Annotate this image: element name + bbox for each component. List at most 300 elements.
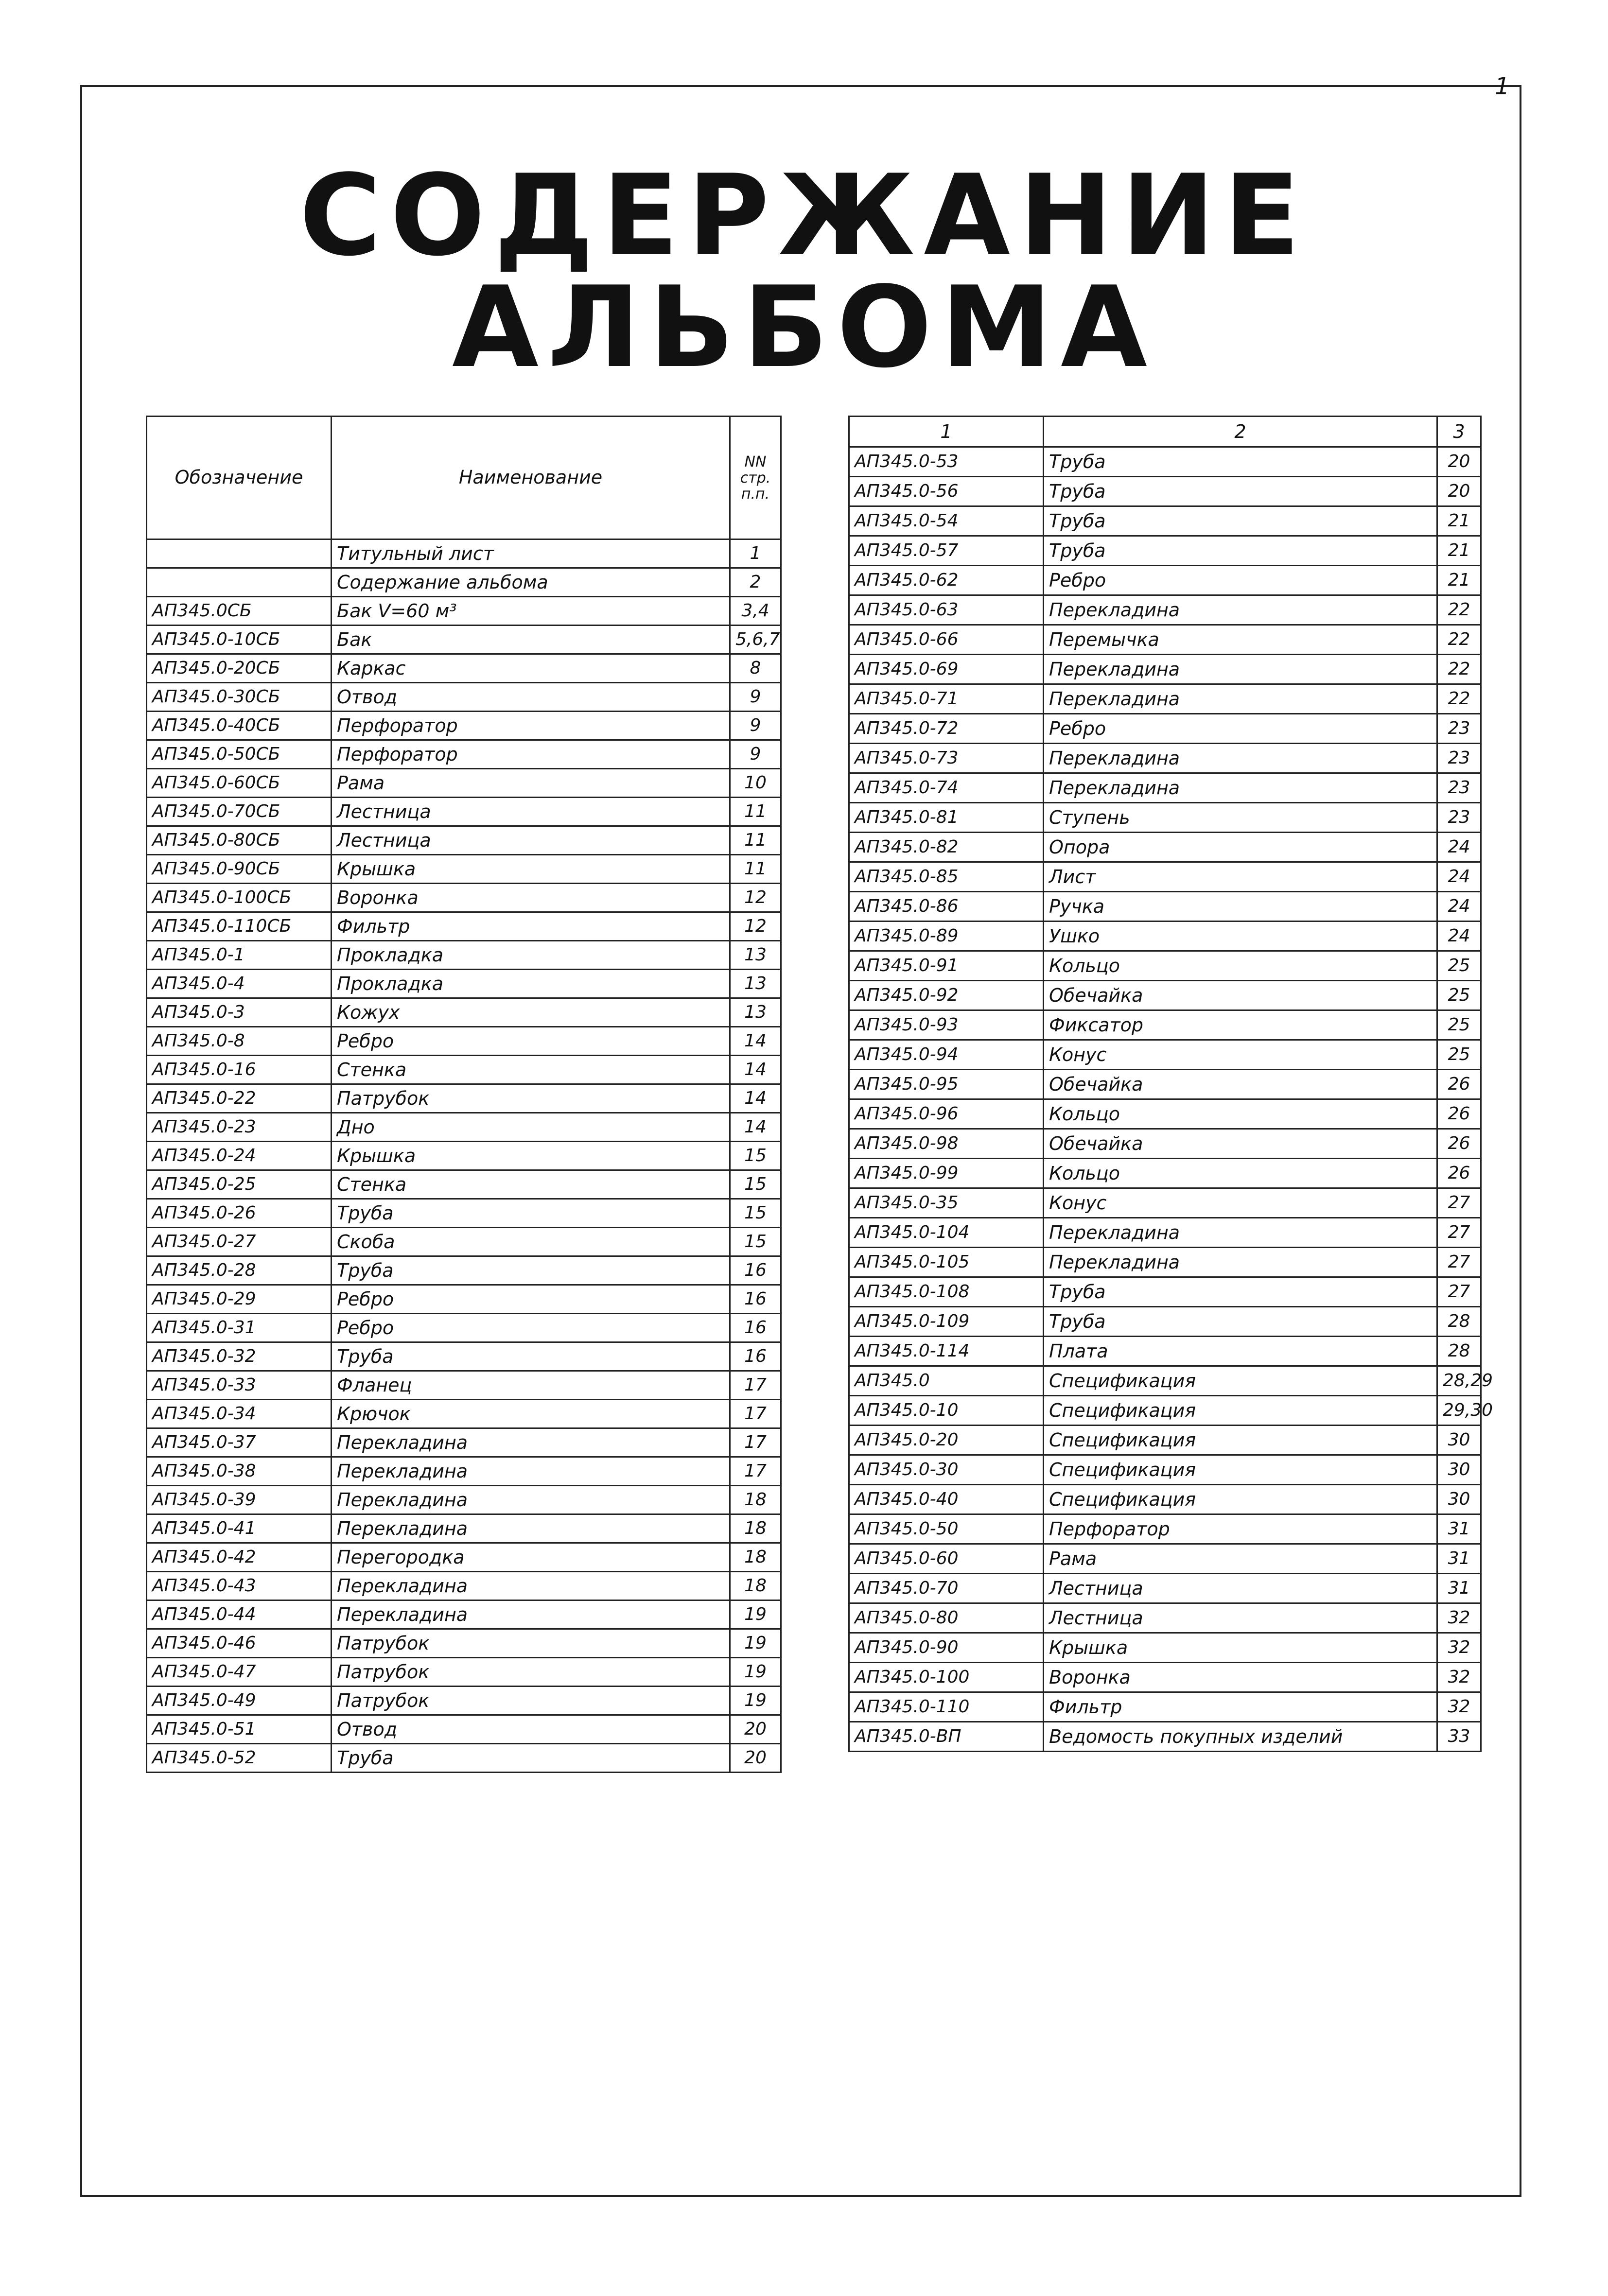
table-row (849, 1040, 1481, 1070)
row-designation: АП345.0-10СБ (147, 626, 332, 654)
row-page: 26 (1437, 1070, 1481, 1099)
row-page: 9 (730, 740, 781, 769)
row-name: Воронка (1044, 1663, 1437, 1692)
row-page: 11 (730, 798, 781, 826)
row-name: Воронка (332, 884, 730, 912)
row-page: 23 (1437, 773, 1481, 803)
row-designation: АП345.0-104 (849, 1218, 1044, 1248)
row-name: Патрубок (332, 1629, 730, 1658)
table-row (849, 803, 1481, 833)
row-name: Обечайка (1044, 1129, 1437, 1159)
table-row (147, 1371, 781, 1400)
row-page: 23 (1437, 803, 1481, 833)
table-header-row (147, 417, 781, 539)
page-title: СОДЕРЖАНИЕ АЛЬБОМА (299, 151, 1309, 393)
row-page: 13 (730, 998, 781, 1027)
row-designation: АП345.0-46 (147, 1629, 332, 1658)
table-row (849, 773, 1481, 803)
row-designation: АП345.0-26 (147, 1199, 332, 1228)
row-name: Перекладина (1044, 684, 1437, 714)
row-designation: АП345.0-74 (849, 773, 1044, 803)
row-page: 16 (730, 1342, 781, 1371)
row-designation: АП345.0-31 (147, 1314, 332, 1342)
row-page: 17 (730, 1428, 781, 1457)
table-row (849, 1574, 1481, 1603)
row-page: 17 (730, 1400, 781, 1428)
table-row (849, 833, 1481, 862)
row-name: Отвод (332, 1715, 730, 1744)
row-name: Перекладина (1044, 655, 1437, 684)
row-designation: АП345.0-20СБ (147, 654, 332, 683)
row-page: 27 (1437, 1218, 1481, 1248)
row-name: Лист (1044, 862, 1437, 892)
row-designation: АП345.0-23 (147, 1113, 332, 1142)
row-designation: АП345.0-50 (849, 1514, 1044, 1544)
table-row (849, 1218, 1481, 1248)
table-row (849, 477, 1481, 506)
table-row (147, 1285, 781, 1314)
table-row (849, 1099, 1481, 1129)
row-name: Крышка (332, 855, 730, 884)
row-page: 32 (1437, 1692, 1481, 1722)
table-row (147, 568, 781, 597)
row-designation: АП345.0-60 (849, 1544, 1044, 1574)
row-name: Ушко (1044, 922, 1437, 951)
row-designation: АП345.0-56 (849, 477, 1044, 506)
row-name: Обечайка (1044, 1070, 1437, 1099)
row-designation: АП345.0-89 (849, 922, 1044, 951)
row-page: 32 (1437, 1633, 1481, 1663)
row-page: 19 (730, 1658, 781, 1687)
row-name: Кожух (332, 998, 730, 1027)
row-name: Стенка (332, 1170, 730, 1199)
row-designation: АП345.0-54 (849, 506, 1044, 536)
contents-table-right (848, 416, 1493, 1752)
row-name: Перфоратор (332, 740, 730, 769)
row-page: 9 (730, 712, 781, 740)
row-designation: АП345.0-85 (849, 862, 1044, 892)
table-row (147, 1600, 781, 1629)
table-row (849, 1663, 1481, 1692)
table-row (147, 1142, 781, 1170)
sheet-number: 1 (1495, 73, 1510, 100)
row-designation: АП345.0-99 (849, 1159, 1044, 1188)
row-designation: АП345.0-53 (849, 447, 1044, 477)
row-designation: АП345.0-33 (147, 1371, 332, 1400)
row-designation: АП345.0-90СБ (147, 855, 332, 884)
row-page: 19 (730, 1687, 781, 1715)
row-page: 12 (730, 912, 781, 941)
row-name: Крышка (332, 1142, 730, 1170)
table-row (147, 539, 781, 568)
table-row (147, 1543, 781, 1572)
row-designation: АП345.0-51 (147, 1715, 332, 1744)
row-page: 16 (730, 1285, 781, 1314)
row-name: Перекладина (1044, 1248, 1437, 1277)
row-page: 9 (730, 683, 781, 712)
row-name: Ребро (1044, 566, 1437, 595)
row-page: 17 (730, 1371, 781, 1400)
table-row (849, 684, 1481, 714)
row-name: Кольцо (1044, 951, 1437, 981)
row-page: 21 (1437, 506, 1481, 536)
row-designation: АП345.0-105 (849, 1248, 1044, 1277)
row-name: Скоба (332, 1228, 730, 1256)
row-designation: АП345.0-80 (849, 1603, 1044, 1633)
row-page: 17 (730, 1457, 781, 1486)
row-page: 11 (730, 826, 781, 855)
row-designation: АП345.0-110СБ (147, 912, 332, 941)
row-name: Бак (332, 626, 730, 654)
table-row (849, 892, 1481, 922)
table-row (147, 1428, 781, 1457)
row-name: Труба (1044, 447, 1437, 477)
row-name: Спецификация (1044, 1455, 1437, 1485)
row-designation: АП345.0-81 (849, 803, 1044, 833)
row-page: 27 (1437, 1277, 1481, 1307)
row-designation: АП345.0-63 (849, 595, 1044, 625)
row-designation: АП345.0-4 (147, 970, 332, 998)
table-row (849, 1692, 1481, 1722)
table-row (849, 1514, 1481, 1544)
row-name: Перекладина (332, 1514, 730, 1543)
row-designation: АП345.0-3 (147, 998, 332, 1027)
row-designation (147, 539, 332, 568)
row-name: Перекладина (332, 1486, 730, 1514)
table-row (147, 712, 781, 740)
row-designation: АП345.0-52 (147, 1744, 332, 1773)
row-name: Перекладина (1044, 773, 1437, 803)
table-row (849, 1337, 1481, 1366)
row-page: 32 (1437, 1603, 1481, 1633)
row-name: Фильтр (332, 912, 730, 941)
table-row (147, 1314, 781, 1342)
table-row (147, 683, 781, 712)
row-name: Спецификация (1044, 1485, 1437, 1514)
row-designation: АП345.0-114 (849, 1337, 1044, 1366)
row-page: 28 (1437, 1307, 1481, 1337)
row-page: 32 (1437, 1663, 1481, 1692)
row-name: Перекладина (332, 1600, 730, 1629)
row-designation: АП345.0-37 (147, 1428, 332, 1457)
row-designation: АП345.0-16 (147, 1056, 332, 1084)
table-row (849, 1307, 1481, 1337)
row-page: 31 (1437, 1514, 1481, 1544)
row-page: 29,30 (1437, 1396, 1481, 1426)
row-name: Ступень (1044, 803, 1437, 833)
row-designation: АП345.0-100СБ (147, 884, 332, 912)
row-designation: АП345.0-28 (147, 1256, 332, 1285)
table-row (147, 1084, 781, 1113)
row-name: Бак V=60 м³ (332, 597, 730, 626)
table-row (147, 1486, 781, 1514)
table-row (849, 744, 1481, 773)
row-page: 25 (1437, 1010, 1481, 1040)
row-name: Труба (332, 1744, 730, 1773)
row-designation: АП345.0-70СБ (147, 798, 332, 826)
header-name: Наименование (332, 417, 730, 539)
table-row (147, 884, 781, 912)
table-row (849, 922, 1481, 951)
table-row (849, 1188, 1481, 1218)
table-row (147, 1113, 781, 1142)
row-name: Перфоратор (1044, 1514, 1437, 1544)
row-page: 30 (1437, 1485, 1481, 1514)
table-row (849, 1455, 1481, 1485)
table-row (849, 536, 1481, 566)
row-page: 27 (1437, 1248, 1481, 1277)
table-row (147, 1199, 781, 1228)
row-page: 28 (1437, 1337, 1481, 1366)
row-name: Прокладка (332, 941, 730, 970)
row-name: Ребро (1044, 714, 1437, 744)
row-designation: АП345.0-20 (849, 1426, 1044, 1455)
row-designation: АП345.0-73 (849, 744, 1044, 773)
table-row (147, 941, 781, 970)
table-row (849, 1544, 1481, 1574)
header-col-3: 3 (1437, 417, 1481, 447)
row-designation: АП345.0-34 (147, 1400, 332, 1428)
table-row (849, 1010, 1481, 1040)
row-name: Труба (1044, 1277, 1437, 1307)
row-page: 16 (730, 1314, 781, 1342)
row-name: Обечайка (1044, 981, 1437, 1010)
row-name: Опора (1044, 833, 1437, 862)
table-row (849, 714, 1481, 744)
row-name: Патрубок (332, 1084, 730, 1113)
row-name: Труба (1044, 1307, 1437, 1337)
row-designation: АП345.0-66 (849, 625, 1044, 655)
row-name: Перекладина (332, 1572, 730, 1600)
table-row (147, 1457, 781, 1486)
row-name: Конус (1044, 1040, 1437, 1070)
table-row (147, 826, 781, 855)
header-col-1: 1 (849, 417, 1044, 447)
row-name: Ребро (332, 1314, 730, 1342)
row-page: 26 (1437, 1129, 1481, 1159)
row-designation: АП345.0-96 (849, 1099, 1044, 1129)
row-page: 21 (1437, 566, 1481, 595)
table-row (849, 655, 1481, 684)
row-designation: АП345.0-90 (849, 1633, 1044, 1663)
row-page: 22 (1437, 595, 1481, 625)
row-page: 20 (1437, 447, 1481, 477)
row-name: Прокладка (332, 970, 730, 998)
table-row (849, 1159, 1481, 1188)
table-row (147, 1170, 781, 1199)
table-header-row (849, 417, 1481, 447)
row-name: Труба (1044, 477, 1437, 506)
row-designation: АП345.0-80СБ (147, 826, 332, 855)
table-row (849, 1722, 1481, 1752)
table-row (849, 1396, 1481, 1426)
row-name: Ребро (332, 1027, 730, 1056)
row-page: 21 (1437, 536, 1481, 566)
row-page: 14 (730, 1027, 781, 1056)
row-designation: АП345.0-71 (849, 684, 1044, 714)
table-row (849, 595, 1481, 625)
row-page: 25 (1437, 1040, 1481, 1070)
row-name: Каркас (332, 654, 730, 683)
row-page: 15 (730, 1142, 781, 1170)
row-name: Труба (332, 1199, 730, 1228)
row-name: Перекладина (1044, 595, 1437, 625)
row-page: 18 (730, 1572, 781, 1600)
row-page: 18 (730, 1486, 781, 1514)
row-designation: АП345.0-1 (147, 941, 332, 970)
row-name: Спецификация (1044, 1426, 1437, 1455)
row-page: 16 (730, 1256, 781, 1285)
table-row (849, 1248, 1481, 1277)
row-designation: АП345.0-30СБ (147, 683, 332, 712)
row-name: Перекладина (332, 1428, 730, 1457)
row-name: Крючок (332, 1400, 730, 1428)
row-designation: АП345.0-10 (849, 1396, 1044, 1426)
row-name: Ручка (1044, 892, 1437, 922)
row-designation: АП345.0-100 (849, 1663, 1044, 1692)
row-page: 14 (730, 1113, 781, 1142)
row-designation: АП345.0-25 (147, 1170, 332, 1199)
row-designation: АП345.0-95 (849, 1070, 1044, 1099)
row-designation: АП345.0-40СБ (147, 712, 332, 740)
table-row (849, 506, 1481, 536)
row-name: Труба (332, 1256, 730, 1285)
row-name: Перекладина (332, 1457, 730, 1486)
row-page: 3,4 (730, 597, 781, 626)
row-designation: АП345.0-42 (147, 1543, 332, 1572)
row-page: 22 (1437, 655, 1481, 684)
row-designation: АП345.0СБ (147, 597, 332, 626)
row-page: 13 (730, 970, 781, 998)
row-page: 26 (1437, 1159, 1481, 1188)
table-row (147, 1658, 781, 1687)
table-row (849, 862, 1481, 892)
row-page: 27 (1437, 1188, 1481, 1218)
row-page: 19 (730, 1629, 781, 1658)
row-designation: АП345.0-39 (147, 1486, 332, 1514)
table-row (849, 1070, 1481, 1099)
row-name: Спецификация (1044, 1396, 1437, 1426)
row-designation: АП345.0-43 (147, 1572, 332, 1600)
row-designation: АП345.0-29 (147, 1285, 332, 1314)
row-designation: АП345.0 (849, 1366, 1044, 1396)
row-name: Лестница (1044, 1574, 1437, 1603)
table-row (849, 1129, 1481, 1159)
row-page: 22 (1437, 625, 1481, 655)
row-designation: АП345.0-109 (849, 1307, 1044, 1337)
row-name: Рама (332, 769, 730, 798)
row-designation: АП345.0-40 (849, 1485, 1044, 1514)
row-designation: АП345.0-57 (849, 536, 1044, 566)
row-name: Плата (1044, 1337, 1437, 1366)
table-row (147, 769, 781, 798)
row-page: 1 (730, 539, 781, 568)
row-page: 25 (1437, 951, 1481, 981)
row-page: 22 (1437, 684, 1481, 714)
table-row (849, 981, 1481, 1010)
row-designation (147, 568, 332, 597)
contents-table-left (146, 416, 782, 1773)
row-name: Кольцо (1044, 1099, 1437, 1129)
table-row (849, 625, 1481, 655)
row-designation: АП345.0-98 (849, 1129, 1044, 1159)
row-name: Лестница (1044, 1603, 1437, 1633)
row-name: Перекладина (1044, 744, 1437, 773)
row-name: Фиксатор (1044, 1010, 1437, 1040)
row-name: Перфоратор (332, 712, 730, 740)
row-designation: АП345.0-24 (147, 1142, 332, 1170)
row-page: 19 (730, 1600, 781, 1629)
row-designation: АП345.0-72 (849, 714, 1044, 744)
table-row (147, 740, 781, 769)
table-row (147, 1256, 781, 1285)
row-name: Перекладина (1044, 1218, 1437, 1248)
row-name: Отвод (332, 683, 730, 712)
table-row (147, 1629, 781, 1658)
row-name: Спецификация (1044, 1366, 1437, 1396)
row-name: Крышка (1044, 1633, 1437, 1663)
row-designation: АП345.0-27 (147, 1228, 332, 1256)
row-name: Ребро (332, 1285, 730, 1314)
row-designation: АП345.0-44 (147, 1600, 332, 1629)
table-row (849, 1603, 1481, 1633)
row-name: Патрубок (332, 1687, 730, 1715)
table-row (147, 1715, 781, 1744)
table-row (849, 1633, 1481, 1663)
table-row (147, 1744, 781, 1773)
row-designation: АП345.0-69 (849, 655, 1044, 684)
table-row (147, 998, 781, 1027)
table-row (849, 447, 1481, 477)
row-designation: АП345.0-47 (147, 1658, 332, 1687)
row-page: 24 (1437, 892, 1481, 922)
table-row (147, 1027, 781, 1056)
row-designation: АП345.0-35 (849, 1188, 1044, 1218)
row-page: 15 (730, 1170, 781, 1199)
row-name: Труба (332, 1342, 730, 1371)
row-name: Лестница (332, 798, 730, 826)
table-row (147, 597, 781, 626)
row-designation: АП345.0-62 (849, 566, 1044, 595)
row-designation: АП345.0-22 (147, 1084, 332, 1113)
row-designation: АП345.0-70 (849, 1574, 1044, 1603)
header-page: NN стр. п.п. (730, 417, 781, 539)
header-col-2: 2 (1044, 417, 1437, 447)
row-name: Ведомость покупных изделий (1044, 1722, 1437, 1752)
row-designation: АП345.0-50СБ (147, 740, 332, 769)
table-row (147, 855, 781, 884)
row-page: 31 (1437, 1574, 1481, 1603)
row-designation: АП345.0-86 (849, 892, 1044, 922)
row-designation: АП345.0-49 (147, 1687, 332, 1715)
row-page: 28,29 (1437, 1366, 1481, 1396)
row-page: 20 (730, 1744, 781, 1773)
row-page: 20 (1437, 477, 1481, 506)
row-page: 18 (730, 1514, 781, 1543)
table-row (849, 951, 1481, 981)
row-page: 31 (1437, 1544, 1481, 1574)
row-page: 23 (1437, 714, 1481, 744)
row-designation: АП345.0-108 (849, 1277, 1044, 1307)
row-name: Кольцо (1044, 1159, 1437, 1188)
row-name: Перемычка (1044, 625, 1437, 655)
row-designation: АП345.0-110 (849, 1692, 1044, 1722)
row-name: Конус (1044, 1188, 1437, 1218)
row-page: 14 (730, 1084, 781, 1113)
row-page: 30 (1437, 1455, 1481, 1485)
row-designation: АП345.0-8 (147, 1027, 332, 1056)
row-designation: АП345.0-92 (849, 981, 1044, 1010)
